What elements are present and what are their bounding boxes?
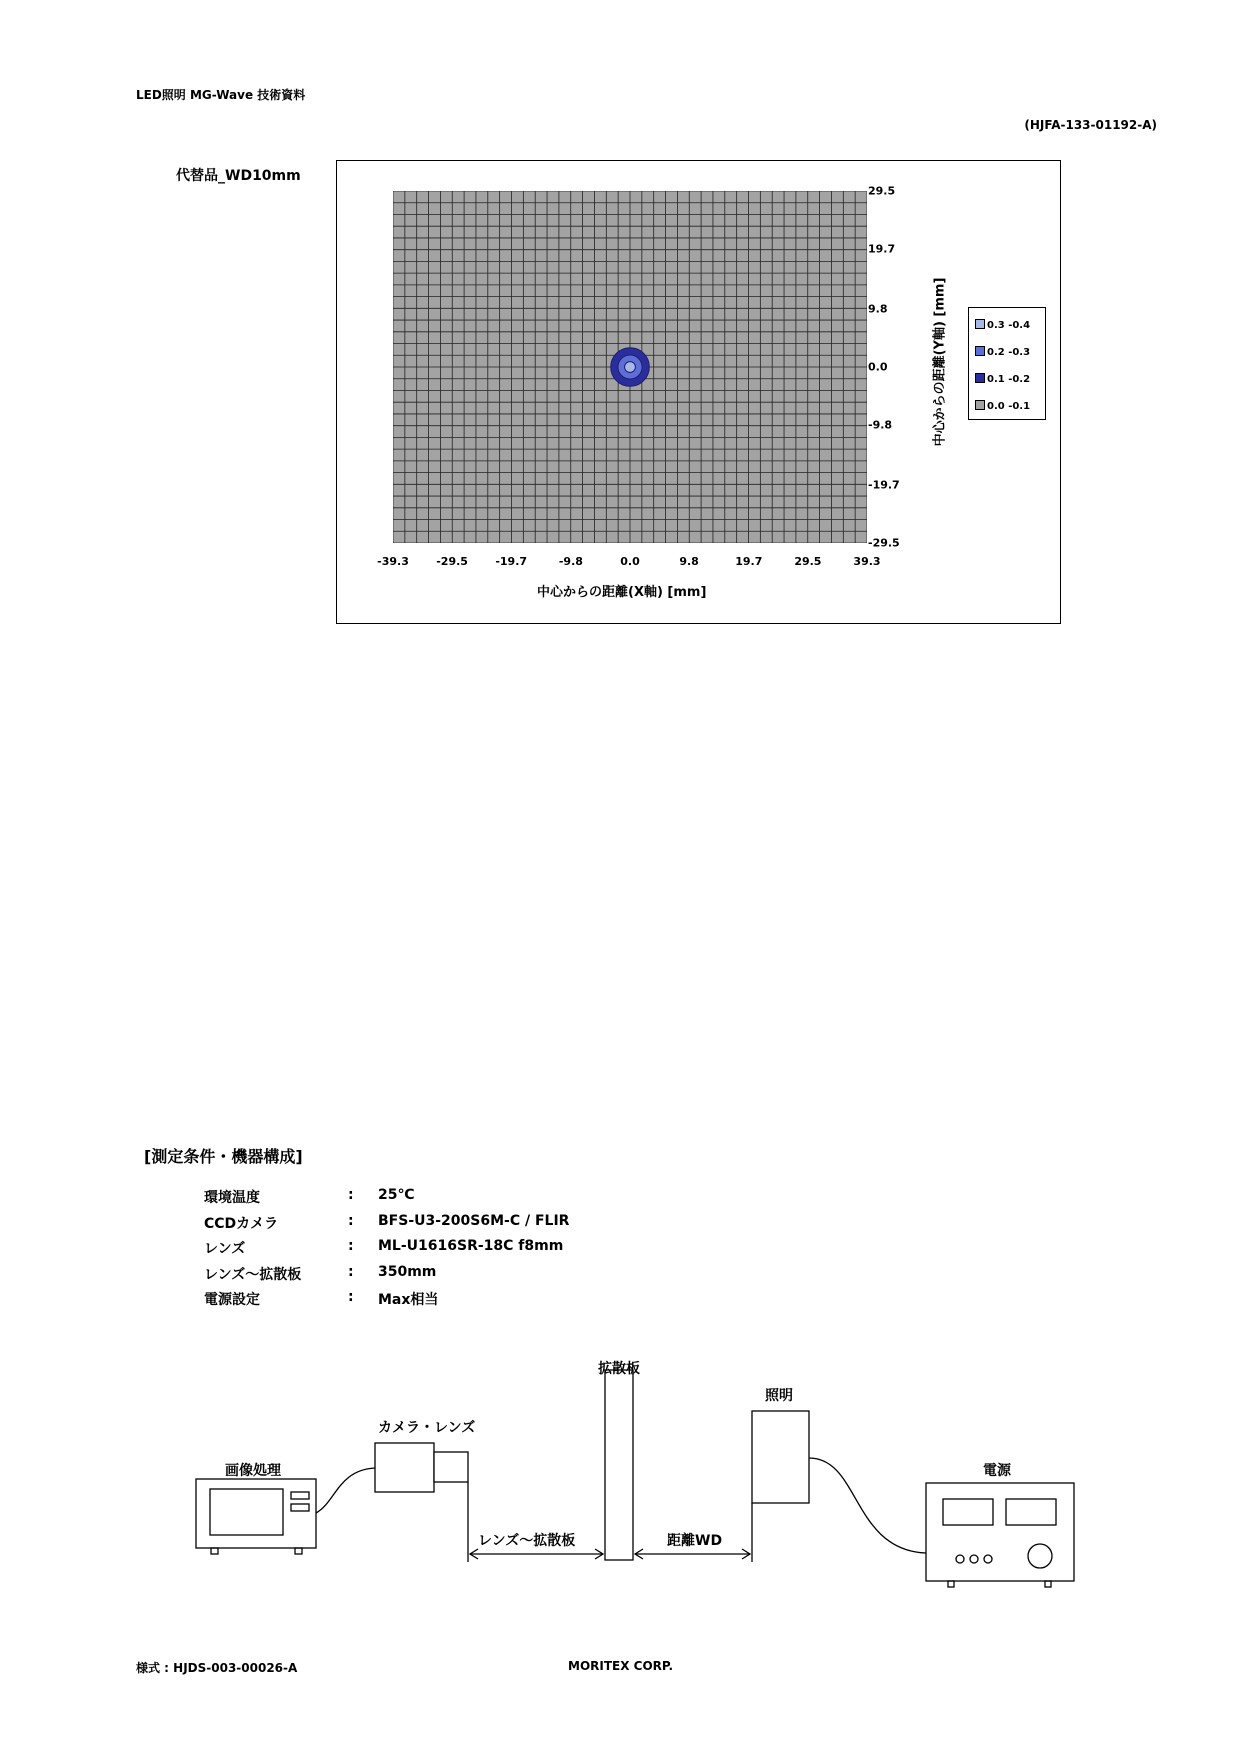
hotspot-inner bbox=[625, 362, 636, 373]
form-number: 様式 : HJDS-003-00026-A bbox=[136, 1661, 298, 1675]
label-diffuser: 拡散板 bbox=[598, 1361, 640, 1377]
condition-label-power: 電源設定 bbox=[204, 1292, 260, 1308]
legend-item bbox=[975, 373, 1030, 385]
distance-wd-arrow bbox=[635, 1549, 750, 1559]
x-tick-label: -39.3 bbox=[377, 555, 409, 568]
condition-value-lens-to-diffuser: 350mm bbox=[378, 1264, 437, 1280]
condition-value-power: Max相当 bbox=[378, 1292, 439, 1308]
condition-value-temperature: 25℃ bbox=[378, 1187, 415, 1203]
legend-swatch-2 bbox=[975, 373, 985, 383]
condition-sep: : bbox=[348, 1187, 354, 1203]
y-axis-label: 中心からの距離(Y軸) [mm] bbox=[932, 277, 948, 447]
condition-sep: : bbox=[348, 1264, 354, 1280]
x-tick-label: -29.5 bbox=[436, 555, 468, 568]
figure-label: 代替品_WD10mm bbox=[176, 168, 301, 184]
legend-item bbox=[975, 319, 1030, 331]
condition-label-camera: CCDカメラ bbox=[204, 1216, 279, 1232]
x-tick-label: 0.0 bbox=[620, 555, 640, 568]
camera-icon bbox=[375, 1443, 468, 1492]
heatmap-plot bbox=[393, 191, 867, 543]
setup-diagram bbox=[0, 1340, 1241, 1600]
condition-sep: : bbox=[348, 1213, 354, 1229]
legend-item bbox=[975, 400, 1030, 412]
label-distance-wd: 距離WD bbox=[667, 1533, 723, 1549]
x-tick-label: 9.8 bbox=[679, 555, 699, 568]
condition-sep: : bbox=[348, 1238, 354, 1254]
condition-value-camera: BFS-U3-200S6M-C / FLIR bbox=[378, 1213, 570, 1229]
x-tick-label: -9.8 bbox=[558, 555, 583, 568]
conditions-title: [測定条件・機器構成] bbox=[144, 1147, 303, 1166]
x-tick-label: 19.7 bbox=[735, 555, 763, 568]
y-tick-label: 29.5 bbox=[868, 184, 896, 198]
legend-label: 0.0 -0.1 bbox=[987, 401, 1031, 412]
condition-sep: : bbox=[348, 1289, 354, 1305]
label-lens-to-diffuser: レンズ～拡散板 bbox=[478, 1533, 576, 1549]
lighting-unit bbox=[752, 1411, 809, 1503]
legend-label: 0.3 -0.4 bbox=[987, 320, 1031, 331]
y-tick-label: -19.7 bbox=[868, 478, 900, 492]
x-tick-label: 29.5 bbox=[794, 555, 822, 568]
label-camera-lens: カメラ・レンズ bbox=[378, 1420, 476, 1436]
document-number: (HJFA-133-01192-A) bbox=[1024, 118, 1157, 132]
condition-label-lens: レンズ bbox=[204, 1241, 246, 1257]
y-tick-label: 9.8 bbox=[868, 302, 888, 316]
power-supply-icon bbox=[926, 1483, 1074, 1587]
label-power-supply: 電源 bbox=[983, 1463, 1011, 1479]
label-lighting: 照明 bbox=[765, 1388, 793, 1404]
y-tick-label: 19.7 bbox=[868, 242, 896, 256]
lens-to-diffuser-arrow bbox=[470, 1549, 603, 1559]
document-title: LED照明 MG-Wave 技術資料 bbox=[136, 88, 306, 102]
chart-legend bbox=[968, 307, 1046, 420]
legend-label: 0.1 -0.2 bbox=[987, 374, 1031, 385]
legend-item bbox=[975, 346, 1030, 358]
condition-value-lens: ML-U1616SR-18C f8mm bbox=[378, 1238, 564, 1254]
x-tick-label: -19.7 bbox=[495, 555, 528, 568]
condition-label-temperature: 環境温度 bbox=[204, 1190, 260, 1206]
y-tick-label: -29.5 bbox=[868, 536, 900, 550]
monitor-camera-cable bbox=[316, 1468, 375, 1513]
monitor-icon bbox=[196, 1479, 316, 1554]
legend-label: 0.2 -0.3 bbox=[987, 347, 1031, 358]
legend-swatch-0 bbox=[975, 319, 985, 329]
label-image-processing: 画像処理 bbox=[225, 1463, 281, 1479]
lighting-power-cable bbox=[809, 1458, 926, 1553]
y-tick-label: -9.8 bbox=[868, 418, 893, 432]
x-axis-label: 中心からの距離(X軸) [mm] bbox=[537, 585, 707, 600]
company-name: MORITEX CORP. bbox=[568, 1659, 674, 1673]
legend-swatch-3 bbox=[975, 400, 985, 410]
condition-label-lens-to-diffuser: レンズ～拡散板 bbox=[204, 1267, 302, 1283]
x-tick-label: 39.3 bbox=[853, 555, 881, 568]
legend-swatch-1 bbox=[975, 346, 985, 356]
diffuser-plate bbox=[605, 1370, 633, 1560]
y-tick-label: 0.0 bbox=[868, 360, 888, 374]
